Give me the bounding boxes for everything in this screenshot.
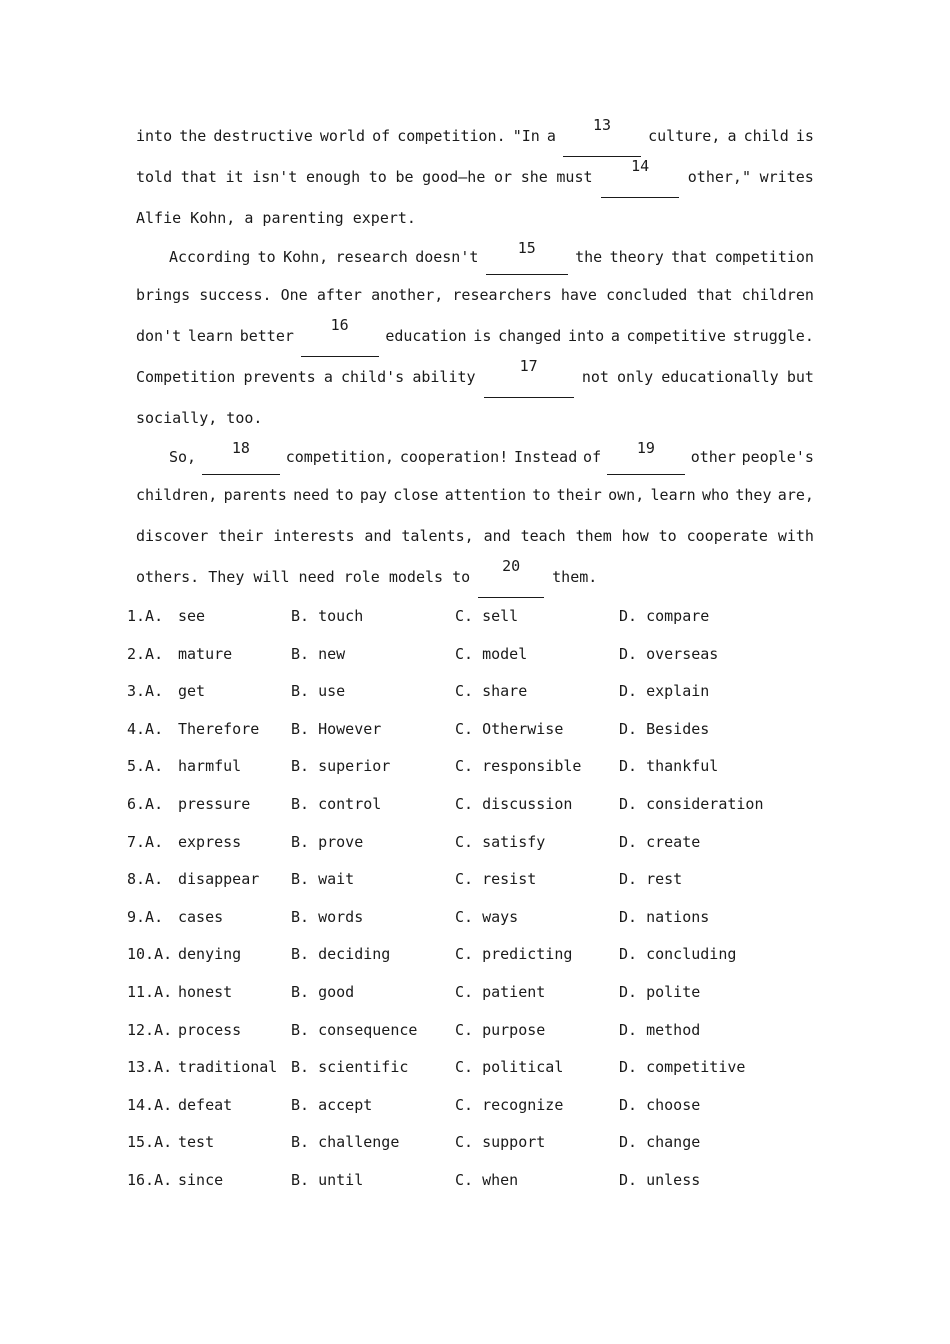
word: brings [136, 286, 191, 304]
option-b: B. deciding [291, 945, 391, 964]
question-number: 2.A. [127, 644, 164, 663]
word: writes [759, 168, 814, 186]
word: a [727, 127, 737, 145]
question-number: 15.A. [127, 1133, 173, 1152]
word: pay [359, 486, 387, 504]
blank-14: 14 [601, 157, 679, 198]
blank-18: 18 [202, 439, 280, 475]
option-b: B. challenge [291, 1133, 400, 1152]
word: a [546, 127, 556, 145]
question-number: 13.A. [127, 1058, 173, 1077]
option-a: denying [178, 945, 242, 964]
word: child's [341, 368, 405, 386]
word: another, [371, 286, 444, 304]
word: learn [187, 327, 234, 345]
word: talents, [401, 527, 474, 545]
word: is [795, 127, 814, 145]
option-c: C. political [455, 1058, 564, 1077]
option-d: D. choose [619, 1095, 701, 1114]
option-b: B. prove [291, 832, 364, 851]
word: don't [136, 327, 182, 345]
question-number: 4.A. [127, 719, 164, 738]
word: to [368, 168, 387, 186]
question-number: 5.A. [127, 757, 164, 776]
word: after [316, 286, 362, 304]
word: a [323, 368, 333, 386]
option-a: traditional [178, 1058, 278, 1077]
word: that [180, 168, 217, 186]
option-c: C. ways [455, 907, 519, 926]
question-number: 7.A. [127, 832, 164, 851]
word: prevents [243, 368, 316, 386]
word: that [696, 286, 733, 304]
word: a [610, 327, 620, 345]
option-row [127, 824, 827, 862]
option-c: C. patient [455, 982, 546, 1001]
option-row [127, 1162, 827, 1200]
word: with [777, 527, 814, 545]
option-a: honest [178, 982, 233, 1001]
question-number: 8.A. [127, 870, 164, 889]
question-number: 1.A. [127, 607, 164, 625]
word: So, [169, 448, 197, 466]
word: educationally [661, 368, 779, 386]
word: child [743, 127, 789, 145]
word: have [560, 286, 597, 304]
question-number: 14.A. [127, 1095, 173, 1114]
option-c: C. Otherwise [455, 719, 564, 738]
question-number: 6.A. [127, 794, 164, 813]
word: need [293, 486, 330, 504]
option-d: D. competitive [619, 1058, 746, 1077]
word: own, [608, 486, 645, 504]
word: world [319, 127, 365, 145]
option-a: Therefore [178, 719, 260, 738]
word: other," [687, 168, 751, 186]
word: One [280, 286, 308, 304]
option-a: defeat [178, 1095, 233, 1114]
option-a: cases [178, 907, 224, 926]
option-a: process [178, 1020, 242, 1039]
word: Kohn, [283, 248, 329, 266]
blank-16: 16 [301, 316, 379, 357]
blank-17: 17 [484, 357, 574, 398]
blank-15: 15 [486, 239, 568, 275]
word: told [136, 168, 173, 186]
word: the [575, 248, 603, 266]
word: competition. [397, 127, 506, 145]
passage-line [136, 316, 814, 357]
word: to [532, 486, 551, 504]
passage-line [136, 439, 814, 475]
word: of [583, 448, 602, 466]
option-row [127, 786, 827, 824]
option-d: D. overseas [619, 644, 719, 663]
option-a: disappear [178, 870, 260, 889]
passage [136, 116, 814, 598]
option-b: B. new [291, 644, 346, 663]
word: their [556, 486, 602, 504]
option-row [127, 936, 827, 974]
passage-line [136, 157, 814, 198]
word: changed [498, 327, 562, 345]
word: and [483, 527, 511, 545]
option-row [127, 711, 827, 749]
word: it [225, 168, 244, 186]
word: competition, [285, 448, 395, 466]
word: better [239, 327, 294, 345]
option-row [127, 861, 827, 899]
passage-line [136, 357, 814, 398]
option-row [127, 974, 827, 1012]
word: to [257, 248, 276, 266]
word: people's [741, 448, 814, 466]
option-c: C. support [455, 1133, 546, 1152]
option-d: D. consideration [619, 794, 764, 813]
question-number: 12.A. [127, 1020, 173, 1039]
word: she [520, 168, 548, 186]
blank-20: 20 [478, 557, 544, 598]
option-c: C. purpose [455, 1020, 546, 1039]
word: of [372, 127, 391, 145]
option-c: C. responsible [455, 757, 582, 776]
option-b: B. good [291, 982, 355, 1001]
option-row [127, 673, 827, 711]
option-c: C. predicting [455, 945, 573, 964]
word: to [335, 486, 354, 504]
word: education [385, 327, 467, 345]
word: and [364, 527, 392, 545]
word: interests [273, 527, 355, 545]
option-b: B. accept [291, 1095, 373, 1114]
word: struggle. [732, 327, 814, 345]
question-number: 16.A. [127, 1170, 173, 1189]
word: success. [199, 286, 272, 304]
option-c: C. recognize [455, 1095, 564, 1114]
line-text: them. [552, 568, 598, 586]
option-row [127, 748, 827, 786]
question-number: 11.A. [127, 982, 173, 1001]
options-list [127, 598, 827, 1200]
option-d: D. compare [619, 607, 710, 625]
word: Competition [136, 368, 236, 386]
option-b: B. touch [291, 607, 364, 625]
word: children [741, 286, 814, 304]
word: isn't [252, 168, 298, 186]
word: researchers [452, 286, 552, 304]
option-a: get [178, 682, 206, 701]
option-row [127, 598, 827, 636]
option-a: harmful [178, 757, 242, 776]
option-b: B. consequence [291, 1020, 418, 1039]
option-d: D. thankful [619, 757, 719, 776]
option-row [127, 1049, 827, 1087]
word: are, [777, 486, 814, 504]
option-d: D. method [619, 1020, 701, 1039]
option-c: C. resist [455, 870, 537, 889]
option-a: since [178, 1170, 224, 1189]
passage-line [136, 557, 814, 598]
option-a: test [178, 1133, 215, 1152]
question-number: 10.A. [127, 945, 173, 964]
word: cooperate [686, 527, 768, 545]
word: doesn't [415, 248, 479, 266]
word: how [621, 527, 649, 545]
blank-13: 13 [563, 116, 641, 157]
option-a: express [178, 832, 242, 851]
question-number: 3.A. [127, 682, 164, 701]
word: into [136, 127, 173, 145]
option-b: B. control [291, 794, 382, 813]
word: concluded [606, 286, 688, 304]
option-d: D. polite [619, 982, 701, 1001]
option-b: B. scientific [291, 1058, 409, 1077]
word: their [218, 527, 264, 545]
option-d: D. rest [619, 870, 683, 889]
word: other [690, 448, 736, 466]
option-row [127, 636, 827, 674]
option-c: C. model [455, 644, 528, 663]
line-text: others. They will need role models to [136, 568, 471, 586]
option-b: B. use [291, 682, 346, 701]
word: but [786, 368, 814, 386]
passage-line [136, 516, 814, 557]
word: good—he [422, 168, 486, 186]
word: competitive [626, 327, 726, 345]
option-row [127, 1124, 827, 1162]
word: they [735, 486, 772, 504]
option-row [127, 1012, 827, 1050]
word: to [658, 527, 677, 545]
option-d: D. Besides [619, 719, 710, 738]
word: who [701, 486, 730, 504]
passage-line [136, 198, 814, 239]
word: that [671, 248, 708, 266]
passage-line [136, 116, 814, 157]
option-row [127, 1087, 827, 1125]
word: only [617, 368, 654, 386]
word: cooperation! [399, 448, 509, 466]
passage-line [136, 398, 814, 439]
word: ability [412, 368, 476, 386]
word: theory [609, 248, 664, 266]
option-c: C. when [455, 1170, 519, 1189]
word: Instead [514, 448, 578, 466]
word: the [179, 127, 207, 145]
option-row [127, 899, 827, 937]
word: must [556, 168, 593, 186]
option-d: D. change [619, 1133, 701, 1152]
option-b: B. superior [291, 757, 391, 776]
option-a: see [178, 607, 206, 625]
word: not [581, 368, 609, 386]
option-d: D. explain [619, 682, 710, 701]
option-d: D. concluding [619, 945, 737, 964]
option-b: B. until [291, 1170, 364, 1189]
passage-line [136, 239, 814, 275]
word: children, [136, 486, 218, 504]
word: enough [305, 168, 361, 186]
option-b: B. wait [291, 870, 355, 889]
line-text: socially, too. [136, 409, 263, 427]
word: them [575, 527, 612, 545]
option-d: D. create [619, 832, 701, 851]
option-d: D. unless [619, 1170, 701, 1189]
word: discover [136, 527, 209, 545]
word: competition [714, 248, 814, 266]
word: be [395, 168, 414, 186]
word: culture, [648, 127, 721, 145]
word: teach [520, 527, 566, 545]
word: parents [223, 486, 287, 504]
passage-line [136, 275, 814, 316]
option-b: B. However [291, 719, 382, 738]
word: research [335, 248, 408, 266]
option-c: C. discussion [455, 794, 573, 813]
word: According [169, 248, 251, 266]
option-a: pressure [178, 794, 251, 813]
word: or [494, 168, 513, 186]
word: into [567, 327, 605, 345]
blank-19: 19 [607, 439, 685, 475]
word: destructive [213, 127, 313, 145]
word: attention [444, 486, 526, 504]
line-text: Alfie Kohn, a parenting expert. [136, 209, 416, 227]
option-c: C. satisfy [455, 832, 546, 851]
option-a: mature [178, 644, 233, 663]
option-d: D. nations [619, 907, 710, 926]
option-c: C. share [455, 682, 528, 701]
word: "In [512, 127, 540, 145]
word: learn [650, 486, 696, 504]
question-number: 9.A. [127, 907, 164, 926]
word: is [473, 327, 492, 345]
option-b: B. words [291, 907, 364, 926]
passage-line [136, 475, 814, 516]
word: close [393, 486, 439, 504]
option-c: C. sell [455, 607, 519, 625]
